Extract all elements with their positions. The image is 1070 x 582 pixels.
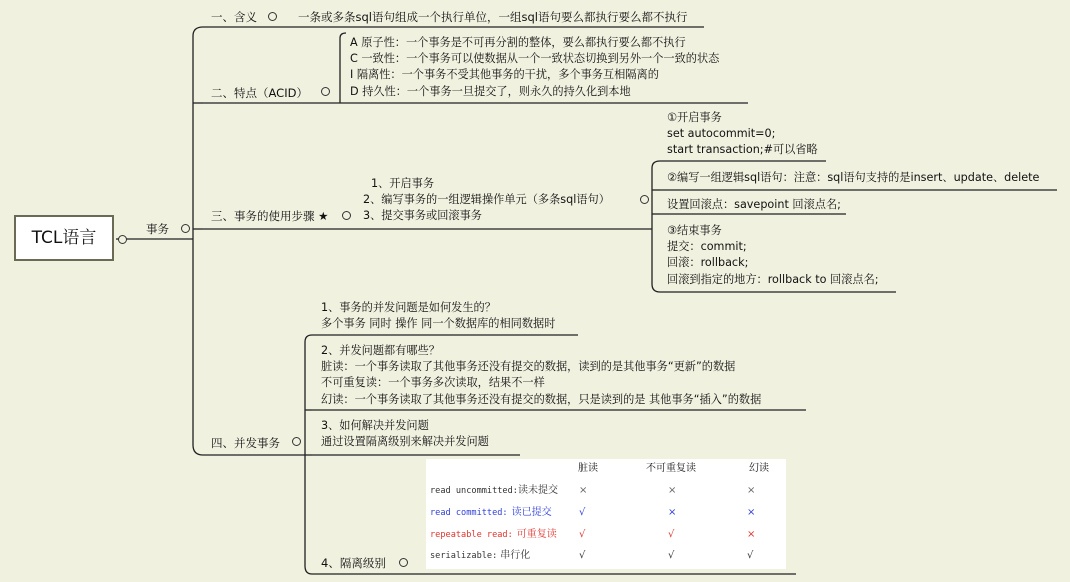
table-header-phantom-read: 幻读 — [749, 463, 769, 474]
row-name: 串行化 — [500, 550, 531, 561]
q3-answer: 通过设置隔离级别来解决并发问题 — [321, 435, 489, 449]
table-cell-mark: × — [579, 485, 588, 496]
table-row — [430, 506, 552, 520]
concurrency-question-2 — [321, 343, 761, 408]
q2-dirty-read: 脏读：一个事务读取了其他事务还没有提交的数据，读到的是其他事务“更新”的数据 — [321, 360, 736, 374]
row-name: 读未提交 — [517, 485, 558, 496]
table-row — [430, 528, 557, 542]
acid-durability: D 持久性：一个事务一旦提交了，则永久的持久化到本地 — [350, 84, 631, 98]
table-cell-mark: √ — [579, 507, 586, 518]
node-usage-steps[interactable]: 三、事务的使用步骤 ★ — [211, 209, 329, 223]
concurrency-question-1 — [321, 300, 555, 332]
meaning-text: 一条或多条sql语句组成一个执行单位，一组sql语句要么都执行要么都不执行 — [298, 10, 688, 24]
table-row — [430, 484, 558, 498]
table-cell-mark: × — [668, 485, 677, 496]
q1-answer: 多个事务 同时 操作 同一个数据库的相同数据时 — [321, 317, 556, 331]
node-transaction[interactable]: 事务 — [146, 222, 169, 236]
row-name: 读已提交 — [511, 507, 552, 518]
row-code: repeatable read: — [430, 530, 513, 540]
table-cell-mark: × — [747, 507, 756, 518]
row-code: serializable: — [430, 551, 498, 561]
root-node[interactable]: TCL语言 — [14, 215, 114, 261]
root-collapse-toggle[interactable] — [118, 235, 127, 244]
end-title: ③结束事务 — [667, 224, 722, 237]
q2-title: 2、并发问题都有哪些？ — [321, 344, 440, 357]
step-3: 3、提交事务或回滚事务 — [363, 209, 482, 223]
q2-phantom-read: 幻读：一个事务读取了其他事务还没有提交的数据，只是读到的是 其他事务“插入”的数据 — [321, 392, 762, 406]
begin-start-transaction: start transaction;#可以省略 — [667, 143, 818, 157]
row-code: read committed: — [430, 508, 508, 518]
table-cell-mark: × — [668, 507, 677, 518]
node-isolation-level[interactable]: 4、隔离级别 — [321, 556, 386, 570]
end-rollback-to: 回滚到指定的地方：rollback to 回滚点名; — [667, 272, 879, 286]
q2-non-repeatable-read: 不可重复读：一个事务多次读取，结果不一样 — [321, 376, 545, 390]
table-cell-mark: √ — [668, 529, 675, 540]
node-meaning[interactable]: 一、含义 — [211, 10, 257, 24]
usage-steps-list — [363, 176, 610, 225]
acid-atomicity: A 原子性：一个事务是不可再分割的整体，要么都执行要么都不执行 — [350, 36, 686, 49]
step-detail-write-sql: ②编写一组逻辑sql语句：注意：sql语句支持的是insert、update、delete — [667, 171, 1040, 184]
table-cell-mark: × — [747, 485, 756, 496]
step-1: 1、开启事务 — [371, 177, 435, 190]
q1-title: 1、事务的并发问题是如何发生的？ — [321, 301, 496, 314]
table-cell-mark: √ — [747, 550, 754, 561]
node-acid[interactable]: 二、特点（ACID） — [211, 86, 308, 100]
table-cell-mark: √ — [668, 550, 675, 561]
end-rollback: 回滚：rollback; — [667, 256, 749, 270]
row-code: read uncommitted: — [430, 486, 518, 496]
step-detail-begin — [667, 110, 818, 159]
row-name: 可重复读 — [516, 529, 557, 540]
isolation-collapse-toggle[interactable] — [399, 558, 408, 567]
begin-autocommit: set autocommit=0; — [667, 127, 776, 141]
table-cell-mark: × — [747, 529, 756, 540]
acid-isolation: I 隔离性：一个事务不受其他事务的干扰，多个事务互相隔离的 — [350, 68, 659, 82]
begin-title: ①开启事务 — [667, 111, 722, 124]
meaning-collapse-toggle[interactable] — [268, 12, 277, 21]
step-detail-end — [667, 223, 879, 288]
transaction-collapse-toggle[interactable] — [181, 224, 190, 233]
end-commit: 提交：commit; — [667, 240, 747, 254]
acid-collapse-toggle[interactable] — [321, 87, 330, 96]
node-concurrent-transactions[interactable]: 四、并发事务 — [211, 436, 280, 450]
table-header-non-repeatable-read: 不可重复读 — [646, 463, 696, 474]
steps-collapse-toggle[interactable] — [640, 195, 649, 204]
q3-title: 3、如何解决并发问题 — [321, 419, 429, 432]
acid-details — [350, 35, 719, 100]
step-2: 2、编写事务的一组逻辑操作单元（多条sql语句） — [363, 193, 610, 207]
table-cell-mark: √ — [579, 550, 586, 561]
acid-consistency: C 一致性：一个事务可以使数据从一个一致状态切换到另外一个一致的状态 — [350, 52, 720, 66]
table-cell-mark: √ — [579, 529, 586, 540]
table-row — [430, 549, 530, 563]
step-detail-savepoint: 设置回滚点：savepoint 回滚点名; — [667, 198, 841, 211]
isolation-level-table — [426, 459, 786, 569]
concurrent-collapse-toggle[interactable] — [292, 437, 301, 446]
concurrency-question-3 — [321, 418, 489, 450]
usage-steps-collapse-toggle[interactable] — [342, 211, 351, 220]
table-header-dirty-read: 脏读 — [578, 463, 598, 474]
